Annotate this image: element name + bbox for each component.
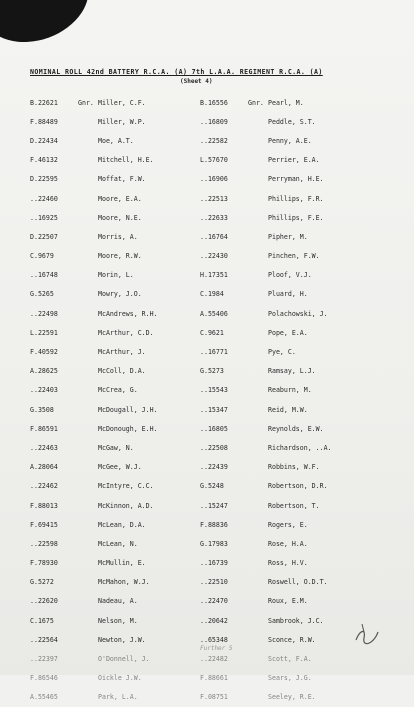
roll-entry bbox=[200, 266, 332, 285]
roll-entry bbox=[200, 227, 332, 246]
soldier-name: Perrier, E.A. bbox=[268, 156, 320, 165]
service-number: D.22595 bbox=[30, 175, 58, 184]
soldier-name: Pearl, M. bbox=[268, 98, 304, 107]
soldier-name: Sambrook, J.C. bbox=[268, 616, 324, 625]
service-number: G.5272 bbox=[30, 578, 54, 587]
roll-entry bbox=[30, 554, 158, 573]
service-number: G.17983 bbox=[200, 539, 228, 548]
roll-entry bbox=[30, 592, 158, 611]
service-number: A.28064 bbox=[30, 463, 58, 472]
service-number: A.55406 bbox=[200, 309, 228, 318]
roll-entry bbox=[200, 112, 332, 131]
roll-entry bbox=[30, 649, 158, 668]
service-number: C.9621 bbox=[200, 328, 224, 337]
service-number: F.86591 bbox=[30, 424, 58, 433]
service-number: ..22462 bbox=[30, 482, 58, 491]
roll-entry bbox=[30, 285, 158, 304]
roll-entry bbox=[200, 534, 332, 553]
roll-entry bbox=[200, 688, 332, 707]
service-number: ..16771 bbox=[200, 348, 228, 357]
soldier-name: McMahon, W.J. bbox=[98, 578, 150, 587]
left-column bbox=[30, 93, 158, 707]
roll-entry bbox=[30, 515, 158, 534]
soldier-name: Robbins, W.F. bbox=[268, 463, 320, 472]
soldier-name: McDonough, E.H. bbox=[98, 424, 158, 433]
service-number: F.88661 bbox=[200, 674, 228, 683]
soldier-name: McArthur, J. bbox=[98, 348, 146, 357]
soldier-name: McColl, D.A. bbox=[98, 367, 146, 376]
service-number: ..15247 bbox=[200, 501, 228, 510]
service-number: D.22434 bbox=[30, 136, 58, 145]
soldier-name: Polachowski, J. bbox=[268, 309, 328, 318]
soldier-name: Scott, F.A. bbox=[268, 655, 312, 664]
roll-entry bbox=[30, 688, 158, 707]
soldier-name: Seeley, R.E. bbox=[268, 693, 316, 702]
roll-entry bbox=[30, 496, 158, 515]
soldier-name: Nadeau, A. bbox=[98, 597, 138, 606]
service-number: ..22498 bbox=[30, 309, 58, 318]
soldier-name: O'Donnell, J. bbox=[98, 655, 150, 664]
roll-entry bbox=[30, 362, 158, 381]
service-number: ..65348 bbox=[200, 635, 228, 644]
service-number: L.22591 bbox=[30, 328, 58, 337]
roll-entry bbox=[200, 477, 332, 496]
soldier-name: McLean, N. bbox=[98, 539, 138, 548]
service-number: ..22582 bbox=[200, 136, 228, 145]
service-number: ..22430 bbox=[200, 252, 228, 261]
soldier-name: Park, L.A. bbox=[98, 693, 138, 702]
handwritten-mark-icon bbox=[352, 618, 382, 648]
soldier-name: McLean, D.A. bbox=[98, 520, 146, 529]
roll-entry bbox=[30, 458, 158, 477]
service-number: ..20642 bbox=[200, 616, 228, 625]
service-number: A.55465 bbox=[30, 693, 58, 702]
roll-entry bbox=[200, 285, 332, 304]
service-number: F.08751 bbox=[200, 693, 228, 702]
roll-entry bbox=[30, 323, 158, 342]
soldier-name: Newton, J.W. bbox=[98, 635, 146, 644]
soldier-name: Phillips, F.E. bbox=[268, 213, 324, 222]
soldier-name: Oickle J.W. bbox=[98, 674, 142, 683]
soldier-name: Nelson, M. bbox=[98, 616, 138, 625]
service-number: F.88836 bbox=[200, 520, 228, 529]
service-number: G.5265 bbox=[30, 290, 54, 299]
roll-entry bbox=[30, 477, 158, 496]
service-number: F.46132 bbox=[30, 156, 58, 165]
service-number: F.86546 bbox=[30, 674, 58, 683]
roll-entry bbox=[200, 592, 332, 611]
service-number: H.17351 bbox=[200, 271, 228, 280]
soldier-name: McDougall, J.H. bbox=[98, 405, 158, 414]
roll-entry bbox=[30, 438, 158, 457]
soldier-name: McIntyre, C.C. bbox=[98, 482, 154, 491]
roll-entry bbox=[200, 554, 332, 573]
roll-entry bbox=[200, 170, 332, 189]
service-number: ..22510 bbox=[200, 578, 228, 587]
roll-entry bbox=[30, 208, 158, 227]
service-number: ..16809 bbox=[200, 117, 228, 126]
roll-entry bbox=[200, 496, 332, 515]
service-number: ..22463 bbox=[30, 443, 58, 452]
service-number: ..22598 bbox=[30, 539, 58, 548]
service-number: F.88013 bbox=[30, 501, 58, 510]
service-number: C.1675 bbox=[30, 616, 54, 625]
roll-entry bbox=[200, 323, 332, 342]
service-number: ..16748 bbox=[30, 271, 58, 280]
service-number: ..22397 bbox=[30, 655, 58, 664]
service-number: G.5273 bbox=[200, 367, 224, 376]
roll-entry bbox=[200, 93, 332, 112]
soldier-name: Richardson, ..A. bbox=[268, 443, 332, 452]
service-number: ..16764 bbox=[200, 232, 228, 241]
service-number: A.28625 bbox=[30, 367, 58, 376]
soldier-name: Pye, C. bbox=[268, 348, 296, 357]
roll-entry bbox=[200, 400, 332, 419]
roll-entry bbox=[200, 515, 332, 534]
roll-entry bbox=[30, 93, 158, 112]
soldier-name: McMullin, E. bbox=[98, 559, 146, 568]
soldier-name: Moe, A.T. bbox=[98, 136, 134, 145]
soldier-name: McGee, W.J. bbox=[98, 463, 142, 472]
roll-entry bbox=[30, 611, 158, 630]
service-number: F.69415 bbox=[30, 520, 58, 529]
soldier-name: Peddle, S.T. bbox=[268, 117, 316, 126]
soldier-name: Phillips, F.R. bbox=[268, 194, 324, 203]
roll-entry bbox=[30, 227, 158, 246]
soldier-name: Morris, A. bbox=[98, 232, 138, 241]
service-number: F.40592 bbox=[30, 348, 58, 357]
service-number: ..22460 bbox=[30, 194, 58, 203]
right-column bbox=[200, 93, 332, 707]
service-number: ..22564 bbox=[30, 635, 58, 644]
roll-entry bbox=[200, 362, 332, 381]
soldier-name: Moore, N.E. bbox=[98, 213, 142, 222]
roll-entry bbox=[30, 342, 158, 361]
soldier-name: Mitchell, H.E. bbox=[98, 156, 154, 165]
roll-entry bbox=[30, 419, 158, 438]
soldier-name: Ramsay, L.J. bbox=[268, 367, 316, 376]
service-number: ..22633 bbox=[200, 213, 228, 222]
service-number: ..16906 bbox=[200, 175, 228, 184]
soldier-name: Rose, H.A. bbox=[268, 539, 308, 548]
soldier-name: Roux, E.M. bbox=[268, 597, 308, 606]
roll-entry bbox=[30, 304, 158, 323]
page-footer-note: Further 5 bbox=[200, 645, 233, 652]
soldier-name: McArthur, C.D. bbox=[98, 328, 154, 337]
roll-entry bbox=[200, 649, 332, 668]
soldier-name: Robertson, T. bbox=[268, 501, 320, 510]
service-number: ..22439 bbox=[200, 463, 228, 472]
roll-entry bbox=[200, 247, 332, 266]
soldier-name: Moore, E.A. bbox=[98, 194, 142, 203]
service-number: ..22620 bbox=[30, 597, 58, 606]
soldier-name: Penny, A.E. bbox=[268, 136, 312, 145]
soldier-name: Moore, R.W. bbox=[98, 252, 142, 261]
soldier-name: McCrea, G. bbox=[98, 386, 138, 395]
soldier-name: Moffat, F.W. bbox=[98, 175, 146, 184]
roll-entry bbox=[30, 131, 158, 150]
soldier-name: Pluard, H. bbox=[268, 290, 308, 299]
service-number: ..22470 bbox=[200, 597, 228, 606]
service-number: F.88489 bbox=[30, 117, 58, 126]
roll-entry bbox=[30, 151, 158, 170]
service-number: D.22507 bbox=[30, 232, 58, 241]
soldier-name: Reaburn, M. bbox=[268, 386, 312, 395]
roll-entry bbox=[200, 208, 332, 227]
service-number: B.16556 bbox=[200, 98, 228, 107]
service-number: ..22508 bbox=[200, 443, 228, 452]
service-number: ..15347 bbox=[200, 405, 228, 414]
soldier-name: Roswell, O.D.T. bbox=[268, 578, 328, 587]
roll-entry bbox=[200, 304, 332, 323]
service-number: C.9679 bbox=[30, 252, 54, 261]
service-number: B.22621 bbox=[30, 98, 58, 107]
roll-entry bbox=[200, 458, 332, 477]
sheet-number: (Sheet 4) bbox=[180, 78, 213, 85]
roll-entry bbox=[200, 419, 332, 438]
service-number: ..22403 bbox=[30, 386, 58, 395]
soldier-name: Ploof, V.J. bbox=[268, 271, 312, 280]
service-number: ..22482 bbox=[200, 655, 228, 664]
soldier-name: Pipher, M. bbox=[268, 232, 308, 241]
roll-entry bbox=[200, 342, 332, 361]
soldier-name: Miller, C.F. bbox=[98, 98, 146, 107]
scan-shadow-corner bbox=[0, 0, 100, 56]
service-number: F.78930 bbox=[30, 559, 58, 568]
soldier-name: Sears, J.G. bbox=[268, 674, 312, 683]
soldier-name: Sconce, R.W. bbox=[268, 635, 316, 644]
service-number: G.3508 bbox=[30, 405, 54, 414]
roll-entry bbox=[30, 534, 158, 553]
roll-entry bbox=[200, 151, 332, 170]
soldier-name: Reid, M.W. bbox=[268, 405, 308, 414]
roll-entry bbox=[200, 381, 332, 400]
soldier-name: McGaw, N. bbox=[98, 443, 134, 452]
roll-entry bbox=[30, 112, 158, 131]
soldier-name: McKinnon, A.D. bbox=[98, 501, 154, 510]
roll-entry bbox=[200, 611, 332, 630]
roll-entry bbox=[30, 247, 158, 266]
service-number: ..15543 bbox=[200, 386, 228, 395]
roll-entry bbox=[200, 438, 332, 457]
soldier-name: Miller, W.P. bbox=[98, 117, 146, 126]
service-number: ..16805 bbox=[200, 424, 228, 433]
roll-entry bbox=[30, 630, 158, 649]
roll-entry bbox=[200, 131, 332, 150]
roll-entry bbox=[30, 669, 158, 688]
soldier-name: Robertson, D.R. bbox=[268, 482, 328, 491]
soldier-name: Pinchen, F.W. bbox=[268, 252, 320, 261]
service-number: C.1984 bbox=[200, 290, 224, 299]
soldier-name: Pope, E.A. bbox=[268, 328, 308, 337]
rank: Gnr. bbox=[78, 98, 94, 107]
roll-entry bbox=[200, 573, 332, 592]
soldier-name: Mowry, J.O. bbox=[98, 290, 142, 299]
rank: Gnr. bbox=[248, 98, 264, 107]
service-number: ..16739 bbox=[200, 559, 228, 568]
roll-entry bbox=[200, 669, 332, 688]
soldier-name: Reynolds, E.W. bbox=[268, 424, 324, 433]
roll-entry bbox=[30, 189, 158, 208]
roll-entry bbox=[30, 573, 158, 592]
soldier-name: Rogers, E. bbox=[268, 520, 308, 529]
roll-entry bbox=[30, 170, 158, 189]
service-number: L.57670 bbox=[200, 156, 228, 165]
service-number: ..22513 bbox=[200, 194, 228, 203]
roll-entry bbox=[30, 266, 158, 285]
soldier-name: Ross, H.V. bbox=[268, 559, 308, 568]
soldier-name: Perryman, H.E. bbox=[268, 175, 324, 184]
roll-entry bbox=[30, 400, 158, 419]
soldier-name: Morin, L. bbox=[98, 271, 134, 280]
soldier-name: McAndrews, R.H. bbox=[98, 309, 158, 318]
service-number: ..16925 bbox=[30, 213, 58, 222]
document-title: NOMINAL ROLL 42nd BATTERY R.C.A. (A) 7th L.A.A. REGIMENT R.C.A. (A) bbox=[30, 68, 323, 76]
roll-entry bbox=[200, 189, 332, 208]
roll-entry bbox=[30, 381, 158, 400]
service-number: G.5248 bbox=[200, 482, 224, 491]
